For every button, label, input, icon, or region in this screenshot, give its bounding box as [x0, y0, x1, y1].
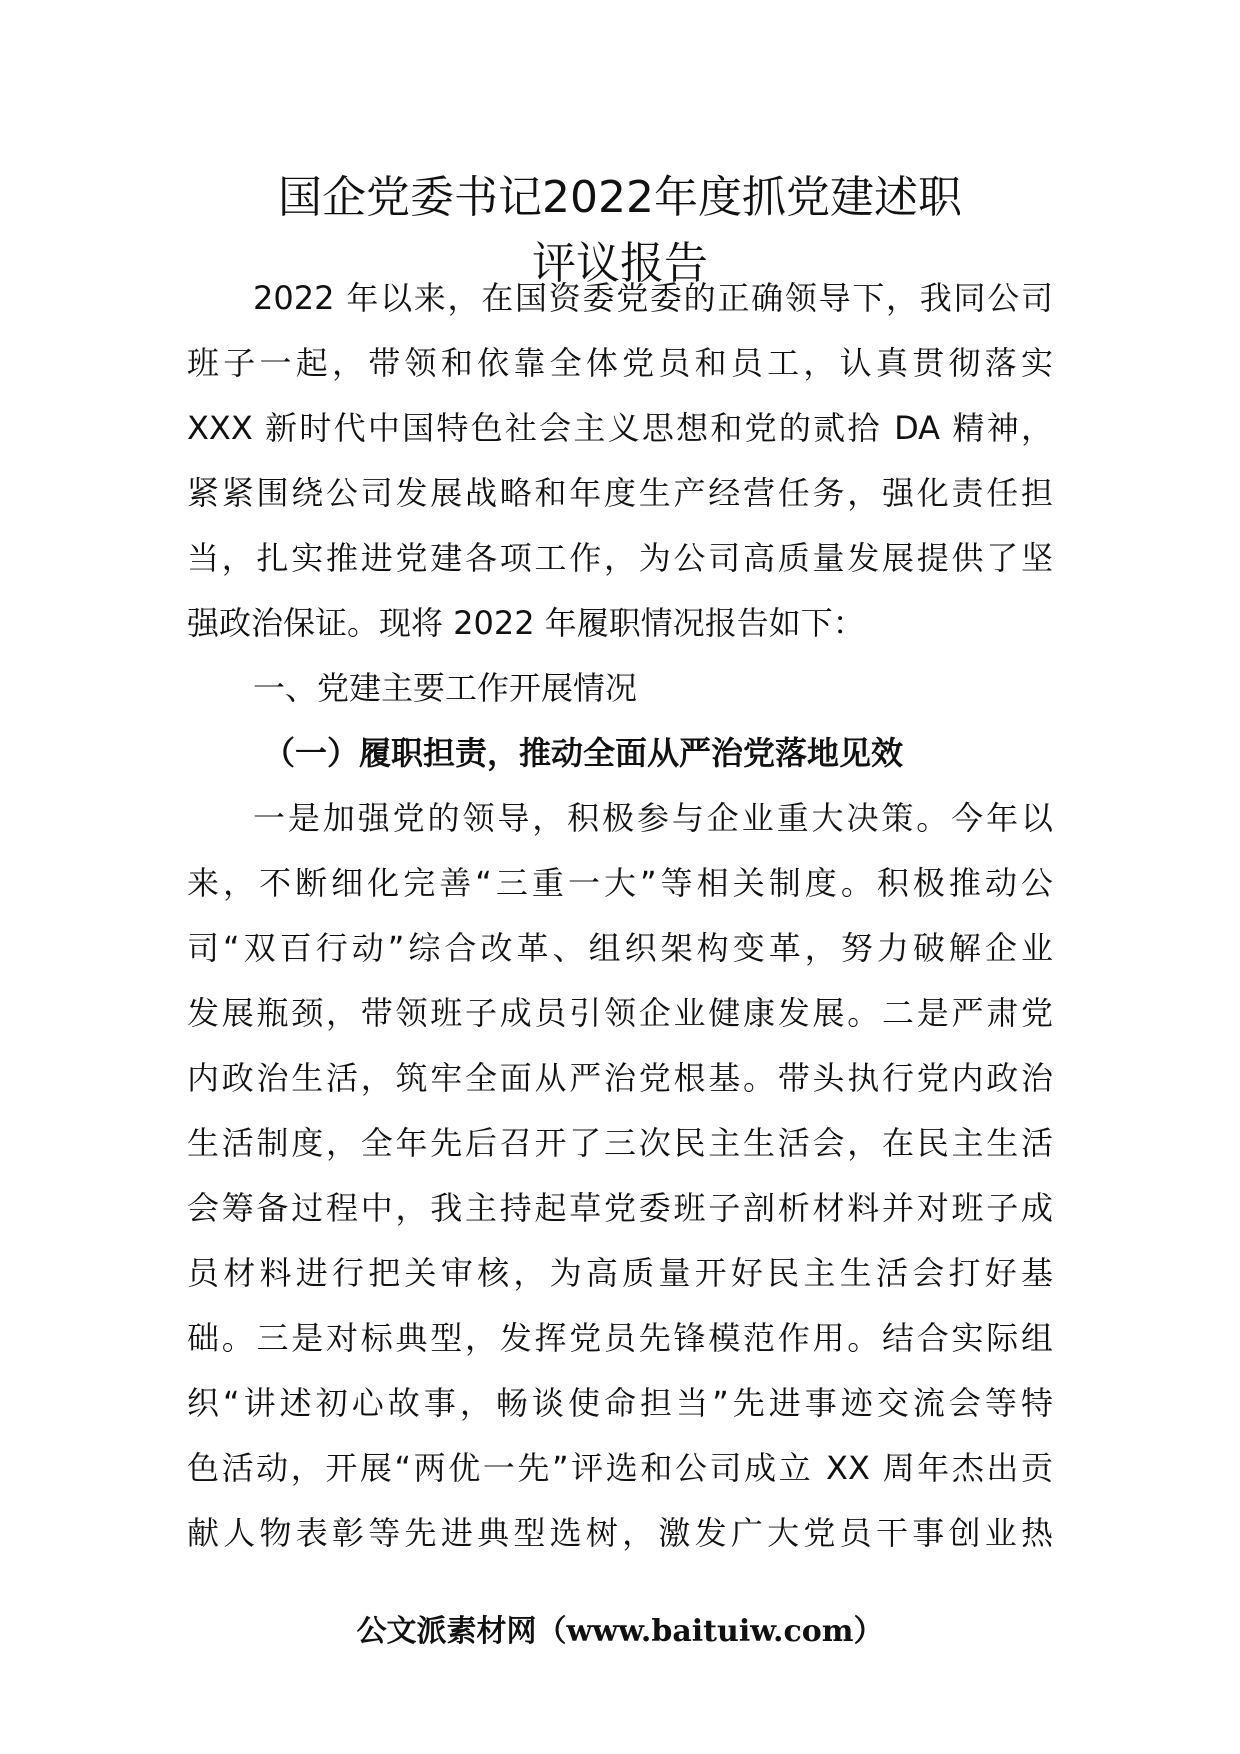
- intro-line: XXX 新时代中国特色社会主义思想和党的贰拾 DA 精神，: [187, 409, 1053, 447]
- paragraph-line: 员材料进行把关审核，为高质量开好民主生活会打好基: [187, 1254, 1053, 1292]
- paragraph-line: 来，不断细化完善“三重一大”等相关制度。积极推动公: [187, 864, 1053, 902]
- sub-heading: （一）履职担责，推动全面从严治党落地见效: [263, 734, 904, 772]
- intro-line: 强政治保证。现将 2022 年履职情况报告如下：: [187, 604, 865, 642]
- paragraph-line: 内政治生活，筑牢全面从严治党根基。带头执行党内政治: [187, 1059, 1053, 1097]
- paragraph-line: 会筹备过程中，我主持起草党委班子剖析材料并对班子成: [187, 1189, 1053, 1227]
- document-title-line-1: 国企党委书记2022年度抓党建述职: [278, 172, 962, 223]
- section-heading: 一、党建主要工作开展情况: [253, 669, 638, 707]
- document-title-line-2: 评议报告: [532, 238, 708, 289]
- paragraph-line: 一是加强党的领导，积极参与企业重大决策。今年以: [253, 799, 1053, 837]
- intro-line: 2022 年以来，在国资委党委的正确领导下，我同公司: [253, 279, 1053, 317]
- intro-line: 紧紧围绕公司发展战略和年度生产经营任务，强化责任担: [187, 474, 1053, 512]
- paragraph-line: 发展瓶颈，带领班子成员引领企业健康发展。二是严肃党: [187, 994, 1053, 1032]
- paragraph-line: 生活制度，全年先后召开了三次民主生活会，在民主生活: [187, 1124, 1053, 1162]
- paragraph-line: 础。三是对标典型，发挥党员先锋模范作用。结合实际组: [187, 1319, 1053, 1357]
- paragraph-line: 织“讲述初心故事，畅谈使命担当”先进事迹交流会等特: [187, 1384, 1053, 1422]
- paragraph-line: 色活动，开展“两优一先”评选和公司成立 XX 周年杰出贡: [187, 1449, 1053, 1487]
- intro-line: 班子一起，带领和依靠全体党员和员工，认真贯彻落实: [187, 344, 1053, 382]
- paragraph-line: 司“双百行动”综合改革、组织架构变革，努力破解企业: [187, 929, 1053, 967]
- document-body: [187, 266, 1053, 1566]
- intro-line: 当，扎实推进党建各项工作，为公司高质量发展提供了坚: [187, 539, 1053, 577]
- footer-watermark: 公文派素材网（www.baituiw.com）: [356, 1614, 884, 1649]
- paragraph-line: 献人物表彰等先进典型选树，激发广大党员干事创业热: [187, 1514, 1053, 1552]
